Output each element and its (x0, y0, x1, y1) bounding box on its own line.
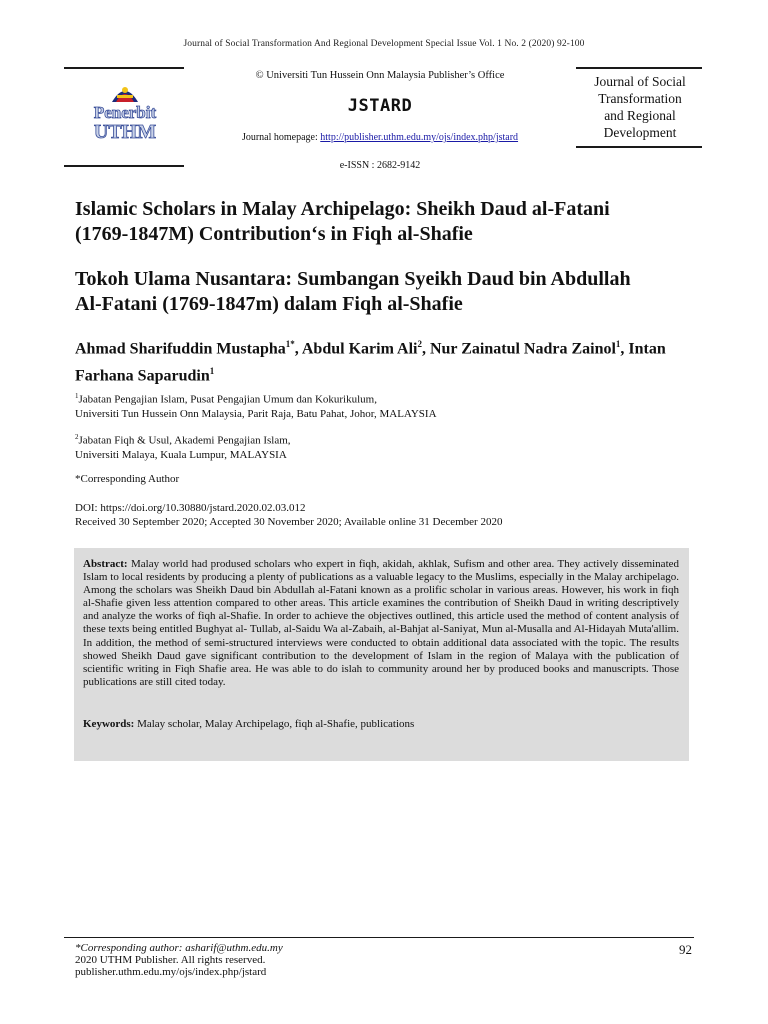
penerbit-uthm-logo (70, 80, 180, 148)
article-dates: Received 30 September 2020; Accepted 30 November 2020; Available online 31 December 2020 (75, 516, 503, 528)
affiliation-1 (75, 389, 705, 421)
eissn: e-ISSN : 2682-9142 (339, 160, 421, 171)
abstract-label: Abstract: (83, 558, 128, 570)
keywords-text: Malay scholar, Malay Archipelago, fiqh al-Shafie, publications (137, 717, 415, 730)
journal-homepage (190, 132, 570, 143)
doi[interactable]: DOI: https://doi.org/10.30880/jstard.2020.02.03.012 (75, 502, 306, 514)
abstract-paragraph (83, 558, 679, 689)
author-sup: 1 (209, 366, 215, 377)
affiliation-2 (75, 430, 705, 462)
corresponding-author-email: *Corresponding author: asharif@uthm.edu.my (75, 942, 283, 954)
journal-name-box (578, 73, 702, 141)
affiliation-line: Jabatan Pengajian Islam, Pusat Pengajian Umum dan Kokurikulum, (78, 393, 377, 406)
title-en-line-2: (1769-1847M) Contribution‘s in Fiqh al-Shafie (75, 223, 473, 245)
author-sup: 2 (417, 339, 422, 349)
abstract-box (74, 548, 689, 761)
affiliation-line: Jabatan Fiqh & Usul, Akademi Pengajian Islam, (78, 434, 291, 447)
author-name: Intan Farhana Saparudin (75, 340, 666, 385)
journal-name-line: Development (603, 125, 677, 140)
publisher-copyright: © Universiti Tun Hussein Onn Malaysia Publisher’s Office (255, 70, 505, 81)
homepage-label: Journal homepage: (241, 132, 321, 143)
author-name: Nur Zainatul Nadra Zainol (429, 340, 616, 358)
logo-text-top: Penerbit (93, 103, 157, 122)
header-rule-right (576, 67, 702, 69)
footer-url: publisher.uthm.edu.my/ojs/index.php/jstard (75, 966, 267, 978)
page-number: 92 (679, 942, 692, 957)
journal-name-line: Transformation (598, 91, 682, 106)
header-rule-left (64, 67, 184, 69)
header-rule-left-bottom (64, 165, 184, 167)
journal-acronym: JSTARD (347, 96, 413, 116)
affiliation-line: Universiti Tun Hussein Onn Malaysia, Parit Raja, Batu Pahat, Johor, MALAYSIA (75, 407, 437, 420)
header-rule-right-bottom (576, 146, 702, 148)
title-ms-line-2: Al-Fatani (1769-1847m) dalam Fiqh al-Shafie (75, 293, 463, 315)
logo-emblem (112, 87, 138, 102)
author-list: Ahmad Sharifuddin Mustapha$^{1*}$, Abdul Karim Ali$^2$, Nur Zainatul Nadra Zainol$^1$, Intan Farhana Saparudin$^1$ (75, 339, 666, 385)
author-sup: 1* (285, 339, 295, 349)
title-en-line-1: Islamic Scholars in Malay Archipelago: Sheikh Daud al-Fatani (75, 198, 610, 220)
homepage-link[interactable]: http://publisher.uthm.edu.my/ojs/index.php/jstard (320, 132, 519, 143)
keywords-line (83, 718, 679, 731)
abstract-text: Malay world had prodused scholars who expert in fiqh, akidah, akhlak, Sufism and other area. They actively disseminated Islam to local residents by producing a plenty of publications as a valuable legacy to the Muslims, especially in the Malay archipelago. Among the scholars was Sheikh Daud bin Abdullah al-Fatani known as a prolific scholar in various areas. However, his work in fiqh al-Shafie given less attention compared to other areas. This article examines the contribution of Sheikh Daud in writing descriptively and analyze the works of fiqh al-Shafie. In order to achieve the objectives outlined, this article used the method of content analysis of these texts being entitled Bughyat al- Tullab, al-Saidu Wa al-Zabaih, al-Bahjat al-Saniyat, Mun al-Musalla and Al-Hidayah Muta'allim. In addition, the method of semi-structured interviews were conducted to obtain additional data associated with the topic. The results showed Sheikh Daud gave significant contribution to the development of Islam in the region of Malaya with the publication of scientific writing in Fiqh Shafie area. He was able to do islah to community around her by produced books and manuscripts. Those publications are still cited today. (83, 558, 680, 688)
corresponding-note: *Corresponding Author (75, 473, 180, 485)
journal-name-line: Journal of Social (594, 74, 686, 89)
footer-rights: 2020 UTHM Publisher. All rights reserved. (75, 954, 266, 966)
author-name: Ahmad Sharifuddin Mustapha (75, 340, 286, 358)
journal-name-line: and Regional (604, 108, 676, 123)
keywords-label: Keywords: (83, 717, 135, 730)
article-title-malay (75, 267, 705, 317)
running-head: Journal of Social Transformation And Regional Development Special Issue Vol. 1 No. 2 (2020) 92-100 (183, 39, 585, 49)
article-title-english (75, 197, 705, 247)
logo-text-bottom: UTHM (93, 121, 157, 143)
title-ms-line-1: Tokoh Ulama Nusantara: Sumbangan Syeikh Daud bin Abdullah (75, 268, 631, 290)
affiliation-sup: 2 (75, 433, 79, 441)
author-name: Abdul Karim Ali (301, 340, 418, 358)
footer-rule (64, 937, 694, 938)
author-sup: 1 (615, 339, 621, 349)
footer-notes (75, 942, 283, 978)
affiliation-line: Universiti Malaya, Kuala Lumpur, MALAYSIA (75, 448, 287, 461)
affiliation-sup: 1 (75, 392, 79, 400)
